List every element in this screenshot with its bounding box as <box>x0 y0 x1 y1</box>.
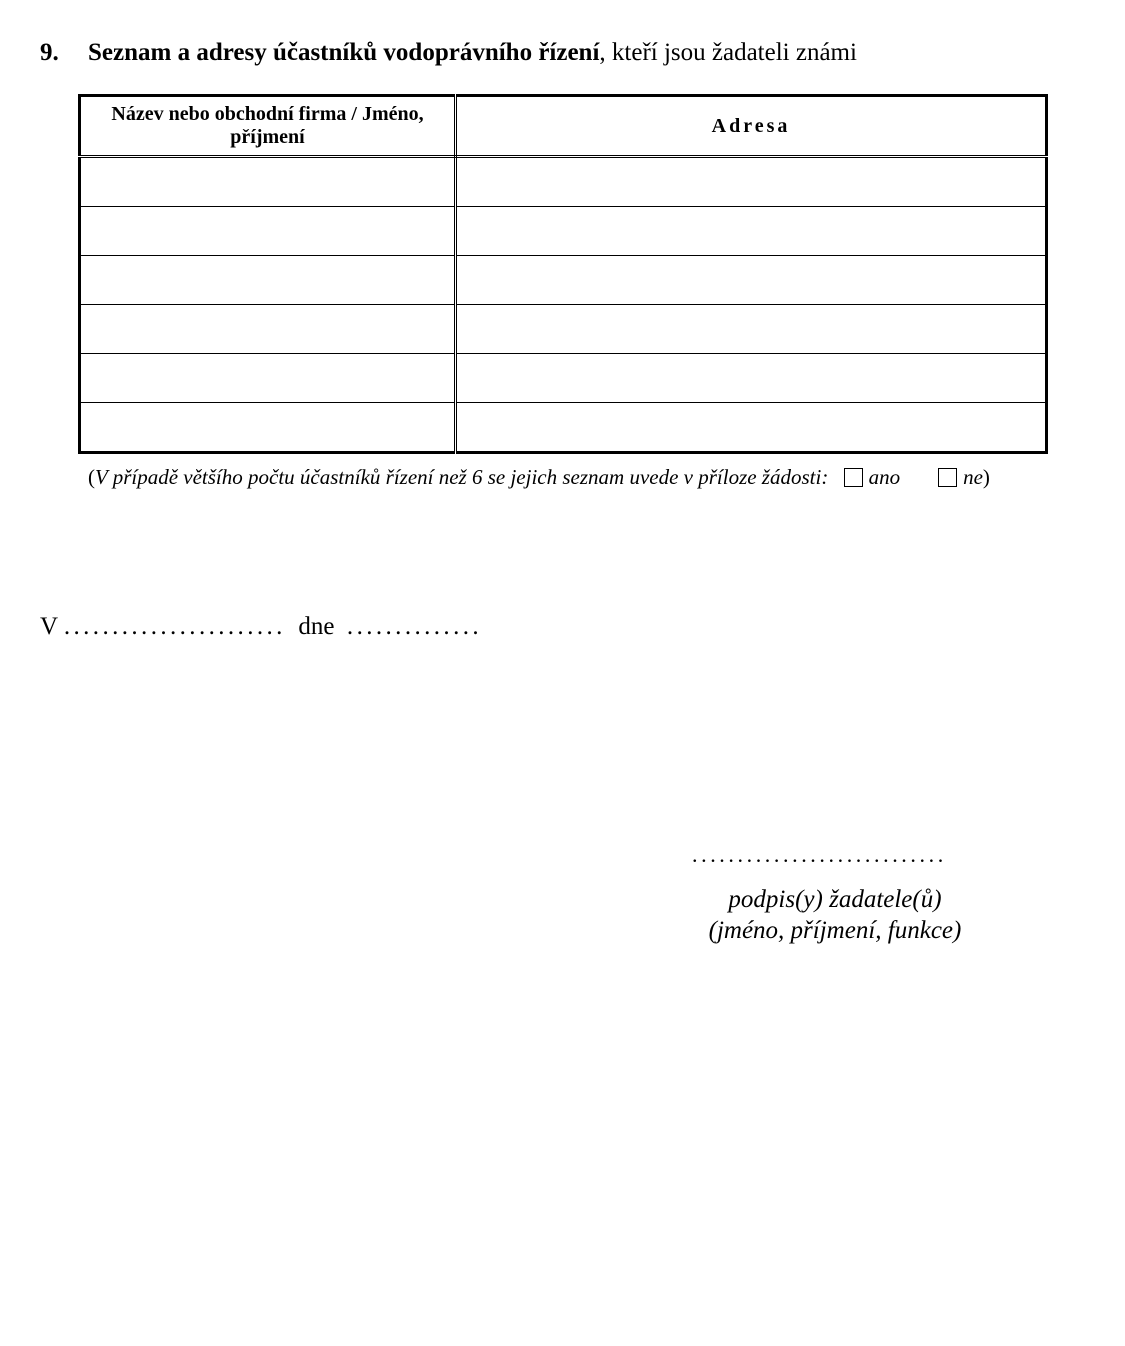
header-name: Název nebo obchodní firma / Jméno, příjmení <box>80 96 456 157</box>
name-cell[interactable] <box>80 403 456 453</box>
address-cell[interactable] <box>456 256 1047 305</box>
participants-table <box>78 94 1048 454</box>
attachment-note <box>88 464 990 490</box>
note-close-paren: ) <box>982 465 990 489</box>
signature-caption <box>660 884 1010 946</box>
name-cell[interactable] <box>80 157 456 207</box>
table-row <box>80 403 1047 453</box>
note-open-paren: ( <box>88 465 95 489</box>
place-field[interactable]: ....................... <box>63 613 286 640</box>
address-cell[interactable] <box>456 403 1047 453</box>
address-cell[interactable] <box>456 207 1047 256</box>
section-heading <box>40 38 857 68</box>
name-cell[interactable] <box>80 305 456 354</box>
signature-field[interactable]: ............................ <box>692 842 947 867</box>
table-row <box>80 354 1047 403</box>
signature-caption-line1: podpis(y) žadatele(ů) <box>728 886 942 913</box>
note-text: V případě většího počtu účastníků řízení než 6 se jejich seznam uvede v příloze žádosti: <box>95 465 829 489</box>
signature-caption-line2: (jméno, příjmení, funkce) <box>708 917 962 944</box>
date-label: dne <box>298 613 335 640</box>
header-address: Adresa <box>456 96 1047 157</box>
section-title-rest: , kteří jsou žadateli známi <box>599 39 857 66</box>
table-row <box>80 207 1047 256</box>
name-cell[interactable] <box>80 207 456 256</box>
table-header-row <box>80 96 1047 157</box>
place-date-line <box>40 612 482 642</box>
place-label: V <box>40 613 58 640</box>
table-row <box>80 256 1047 305</box>
checkbox-yes[interactable] <box>844 468 863 487</box>
date-field[interactable]: .............. <box>346 613 483 640</box>
name-cell[interactable] <box>80 256 456 305</box>
address-cell[interactable] <box>456 305 1047 354</box>
option-yes-label: ano <box>868 465 901 489</box>
checkbox-no[interactable] <box>938 468 957 487</box>
option-no-label: ne <box>963 465 983 489</box>
address-cell[interactable] <box>456 354 1047 403</box>
section-title-bold: Seznam a adresy účastníků vodoprávního řízení <box>88 39 600 66</box>
name-cell[interactable] <box>80 354 456 403</box>
section-number: 9. <box>40 39 59 66</box>
table-row <box>80 305 1047 354</box>
table-row <box>80 157 1047 207</box>
address-cell[interactable] <box>456 157 1047 207</box>
